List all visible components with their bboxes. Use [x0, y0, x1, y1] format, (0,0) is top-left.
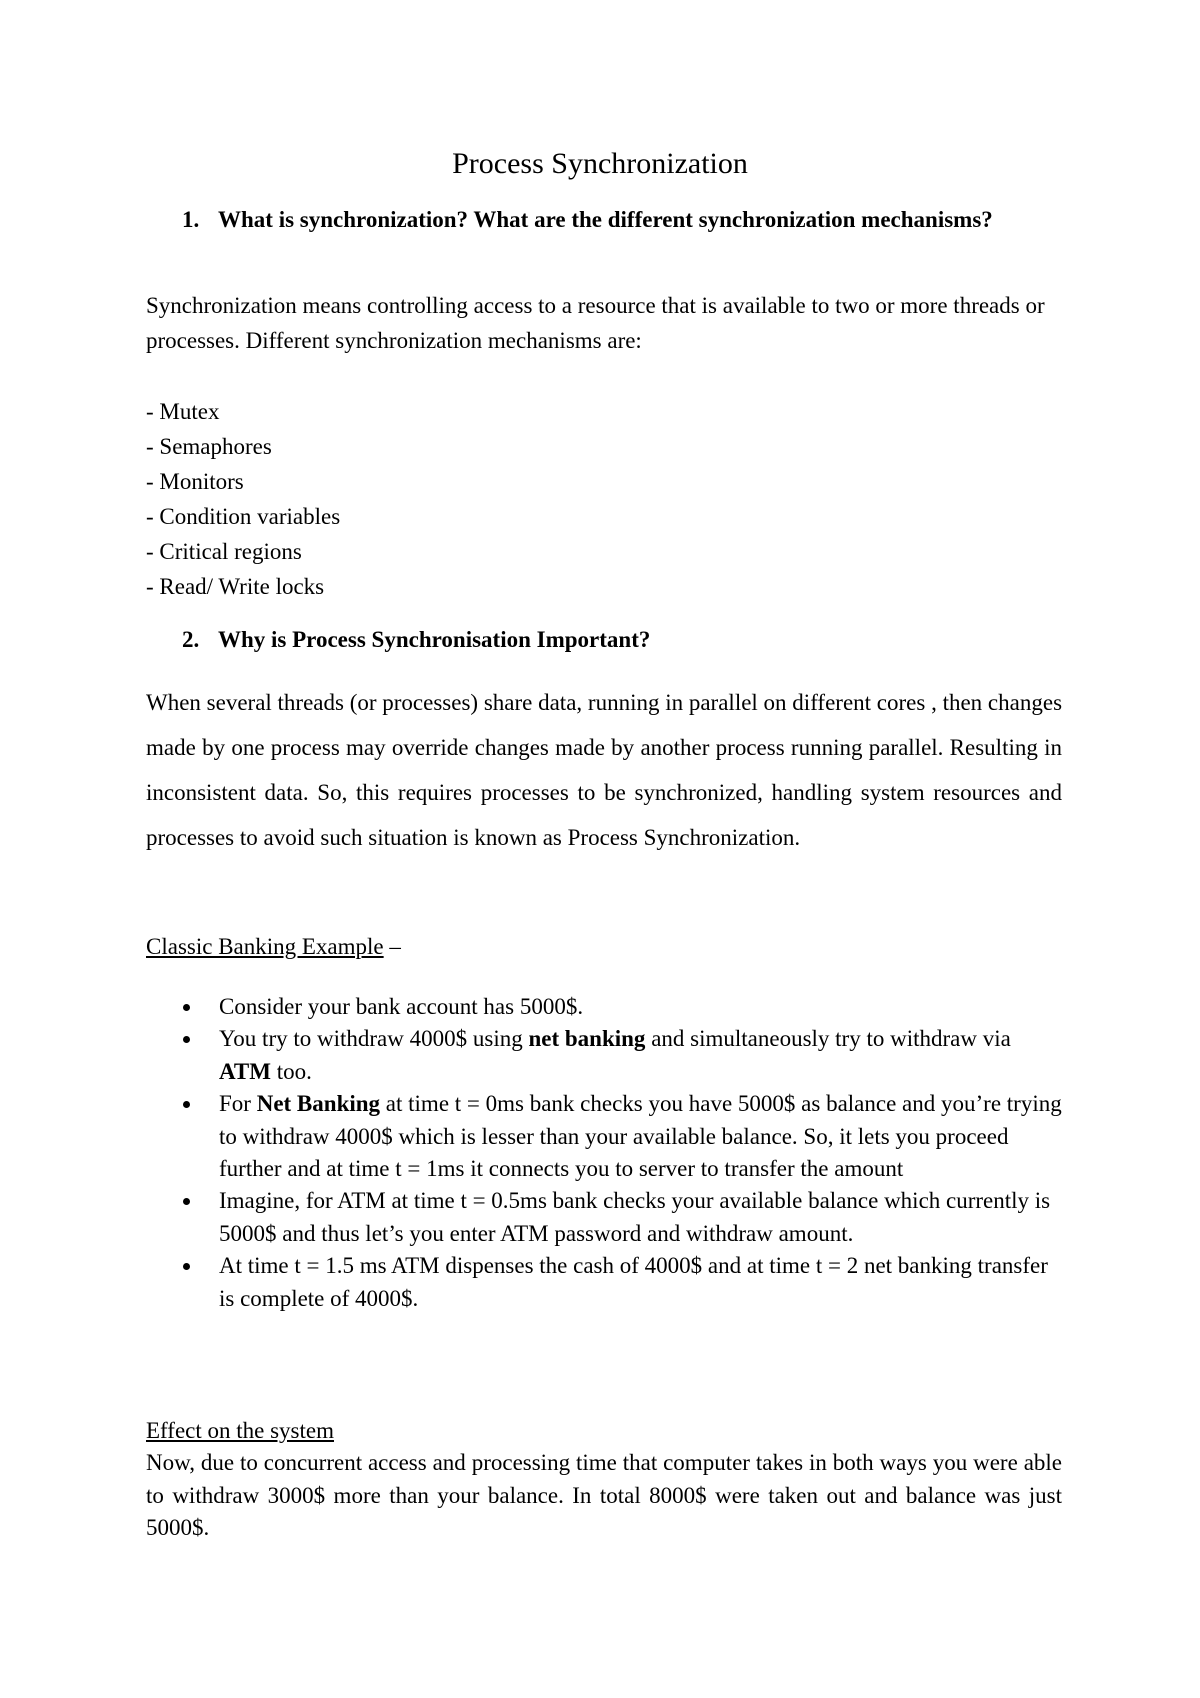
- example-heading: [146, 931, 401, 963]
- bullet-icon: [183, 1263, 190, 1270]
- list-item: [146, 1088, 1062, 1185]
- question-2-number: 2.: [182, 627, 200, 652]
- question-1-heading: What is synchronization? What are the different synchronization mechanisms?: [218, 207, 993, 232]
- bullet-text: and simultaneously try to withdraw via: [645, 1026, 1011, 1052]
- example-heading-dash: –: [383, 934, 401, 959]
- importance-paragraph: When several threads (or processes) share data, running in parallel on different cores , then changes made by one process may override changes made by another process running parallel. Resulting in inconsistent data. So, this requires processes to be synchronized, handling system resources and processes to avoid such situation is known as Process Synchronization.: [146, 690, 1063, 850]
- list-item: - Critical regions: [146, 539, 302, 564]
- list-item: - Mutex: [146, 399, 220, 424]
- bullet-bold-text: net banking: [528, 1026, 646, 1052]
- bullet-icon: [183, 1036, 190, 1043]
- bullet-icon: [183, 1004, 190, 1011]
- bullet-text: Imagine, for ATM at time t = 0.5ms bank checks your available balance which currently is 5000$ and thus let’s you enter ATM password and withdraw amount.: [219, 1188, 1051, 1246]
- bullet-text: Consider your bank account has 5000$.: [219, 994, 584, 1019]
- bullet-icon: [183, 1101, 190, 1108]
- bullet-text: At time t = 1.5 ms ATM dispenses the cash of 4000$ and at time t = 2 net banking transfer is complete of 4000$.: [219, 1253, 1048, 1311]
- effect-paragraph: Now, due to concurrent access and processing time that computer takes in both ways you were able to withdraw 3000$ more than your balance. In total 8000$ were taken out and balance was just 5000$.: [146, 1450, 1062, 1540]
- bullet-bold-text: Net Banking: [256, 1091, 381, 1117]
- question-2-heading: Why is Process Synchronisation Important?: [218, 627, 651, 652]
- intro-paragraph: Synchronization means controlling access to a resource that is available to two or more threads or processes. Different synchronization mechanisms are:: [146, 293, 1045, 353]
- list-item: - Condition variables: [146, 504, 341, 529]
- bullet-icon: [183, 1198, 190, 1205]
- page-title: Process Synchronization: [452, 147, 748, 180]
- list-item: [146, 991, 1062, 1023]
- list-item: [146, 1023, 1062, 1088]
- question-1-number: 1.: [182, 207, 200, 232]
- example-heading-text: Classic Banking Example: [146, 934, 384, 959]
- mechanism-list: [146, 394, 340, 604]
- effect-heading: [146, 1415, 334, 1447]
- bullet-text: For: [219, 1091, 257, 1117]
- list-item: - Monitors: [146, 469, 244, 494]
- bullet-text: You try to withdraw 4000$ using: [219, 1026, 529, 1052]
- bullet-text: too.: [270, 1058, 312, 1084]
- bullet-text: at time t = 0ms bank checks you have 5000$ as balance and you’re trying to withdraw 4000$ which is lesser than your available balance. So, it lets you proceed further and at time t = 1ms it connects you to server to transfer the amount: [219, 1091, 1062, 1182]
- example-bullet-list: [146, 991, 1062, 1315]
- list-item: [146, 1250, 1062, 1315]
- list-item: - Semaphores: [146, 434, 272, 459]
- list-item: [146, 1185, 1062, 1250]
- effect-heading-text: Effect on the system: [146, 1418, 334, 1443]
- bullet-bold-text: ATM: [219, 1058, 271, 1084]
- list-item: - Read/ Write locks: [146, 574, 325, 599]
